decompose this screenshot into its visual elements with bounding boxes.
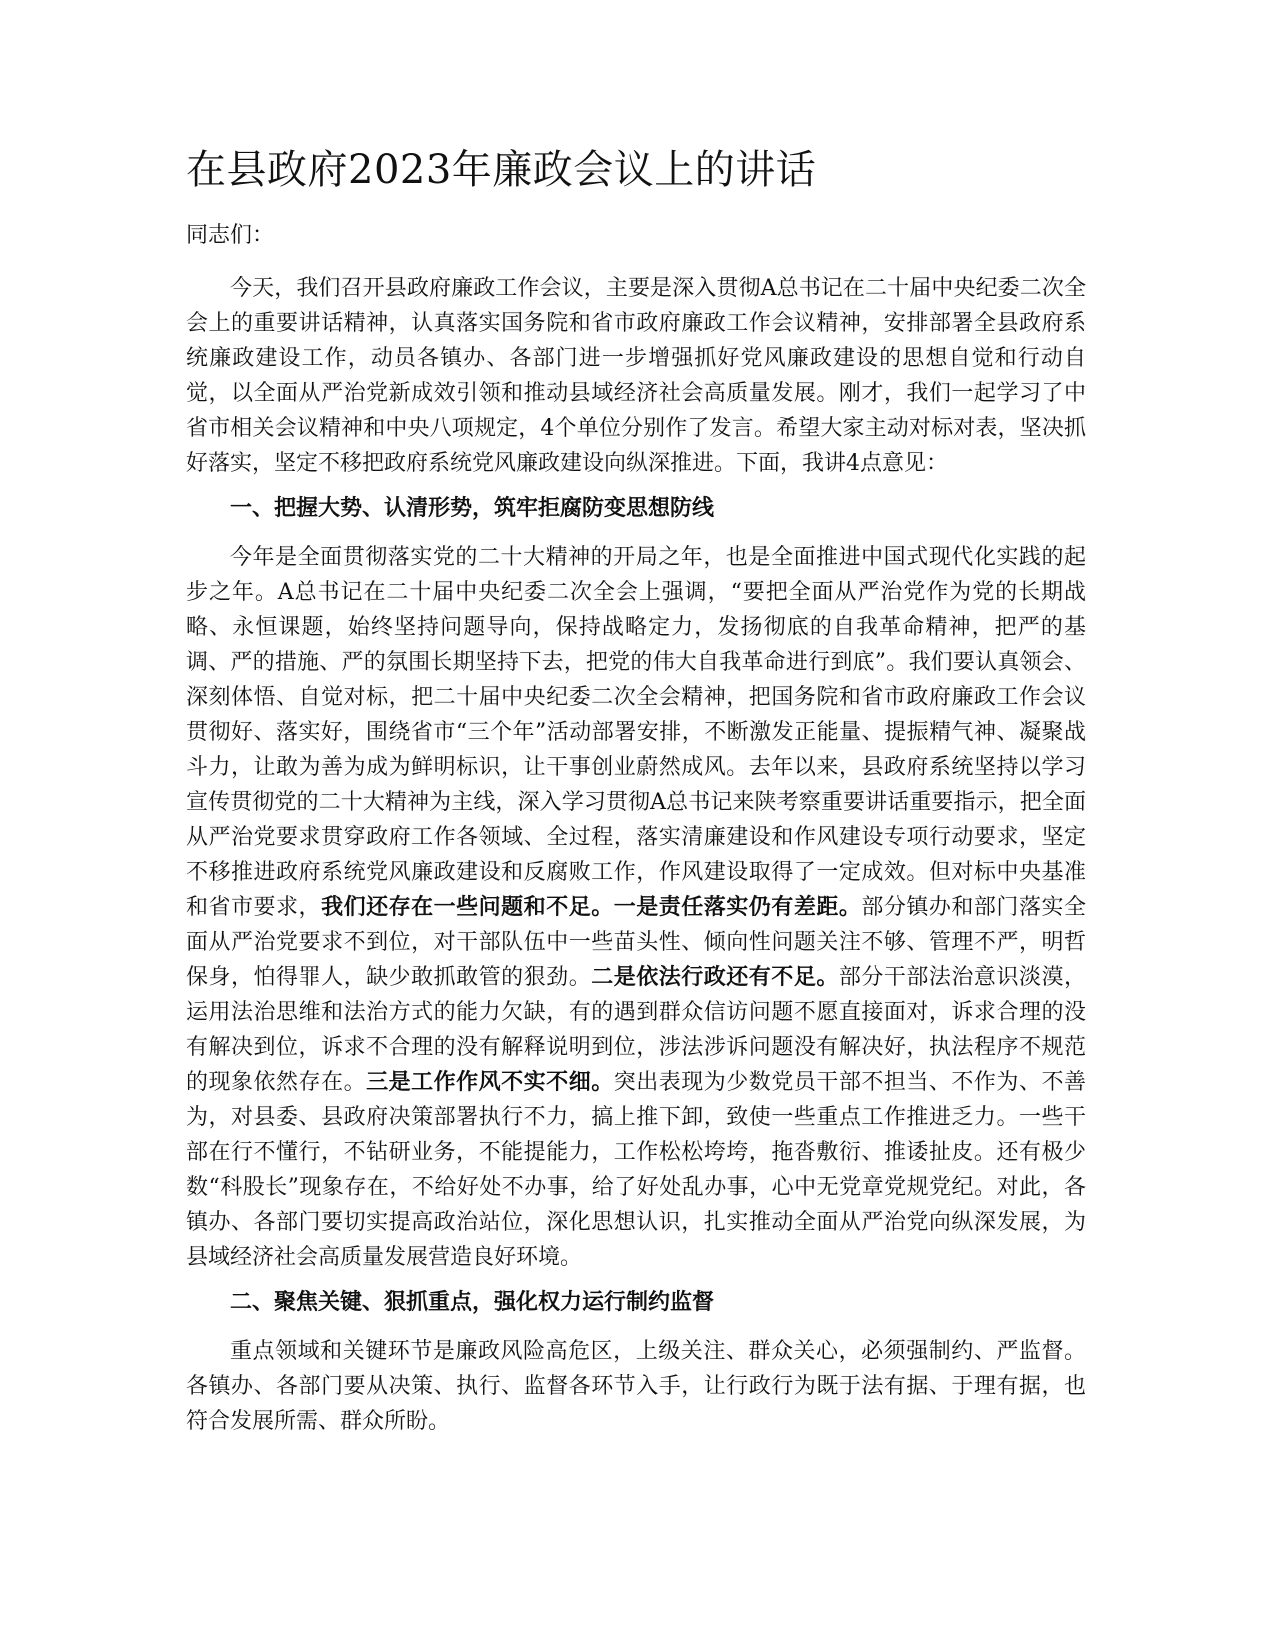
document-page [186,140,1086,1449]
section-1-bold-b: 二是依法行政还有不足。 [591,964,839,990]
section-1-text-d: 突出表现为少数党员干部不担当、不作为、不善为，对县委、县政府决策部署执行不力，搞上推下卸，致使一些重点工作推进乏力。一些干部在行不懂行，不钻研业务，不能提能力，工作松松垮垮，拖沓敷衍、推诿扯皮。还有极少数“科股长”现象存在，不给好处不办事，给了好处乱办事，心中无党章党规党纪。对此，各镇办、各部门要切实提高政治站位，深化思想认识，扎实推动全面从严治党向纵深发展，为县域经济社会高质量发展营造良好环境。 [186,1070,1086,1270]
section-1-bold-a: 我们还存在一些问题和不足。一是责任落实仍有差距。 [321,894,862,920]
salutation: 同志们： [186,223,275,248]
section-1-heading: 一、把握大势、认清形势，筑牢拒腐防变思想防线 [230,495,715,521]
section-1-text-b: 部分镇办和部门落实全面从严治党要求不到位，对干部队伍中一些苗头性、倾向性问题关注不够、管理不严，明哲保身，怕得罪人，缺少敢抓敢管的狠劲。 [186,895,1086,990]
section-1-text-c: 部分干部法治意识淡漠，运用法治思维和法治方式的能力欠缺，有的遇到群众信访问题不愿直接面对，诉求合理的没有解决到位，诉求不合理的没有解释说明到位，涉法涉诉问题没有解决好，执法程序不规范的现象依然存在。 [186,965,1086,1095]
section-1-bold-c: 三是工作作风不实不细。 [366,1069,614,1095]
section-2-heading: 二、聚焦关键、狠抓重点，强化权力运行制约监督 [230,1289,715,1315]
intro-paragraph: 今天，我们召开县政府廉政工作会议，主要是深入贯彻A总书记在二十届中央纪委二次全会上的重要讲话精神，认真落实国务院和省市政府廉政工作会议精神，安排部署全县政府系统廉政建设工作，动员各镇办、各部门进一步增强抓好党风廉政建设的思想自觉和行动自觉，以全面从严治党新成效引领和推动县域经济社会高质量发展。刚才，我们一起学习了中省市相关会议精神和中央八项规定，4个单位分别作了发言。希望大家主动对标对表，坚决抓好落实，坚定不移把政府系统党风廉政建设向纵深推进。下面，我讲4点意见： [186,276,1086,476]
section-1-text-a: 今年是全面贯彻落实党的二十大精神的开局之年，也是全面推进中国式现代化实践的起步之年。A总书记在二十届中央纪委二次全会上强调，“要把全面从严治党作为党的长期战略、永恒课题，始终坚持问题导向，保持战略定力，发扬彻底的自我革命精神，把严的基调、严的措施、严的氛围长期坚持下去，把党的伟大自我革命进行到底”。我们要认真领会、深刻体悟、自觉对标，把二十届中央纪委二次全会精神，把国务院和省市政府廉政工作会议贯彻好、落实好，围绕省市“三个年”活动部署安排，不断激发正能量、提振精气神、凝聚战斗力，让敢为善为成为鲜明标识，让干事创业蔚然成风。去年以来，县政府系统坚持以学习宣传贯彻党的二十大精神为主线，深入学习贯彻A总书记来陕考察重要讲话重要指示，把全面从严治党要求贯穿政府工作各领域、全过程，落实清廉建设和作风建设专项行动要求，坚定不移推进政府系统党风廉政建设和反腐败工作，作风建设取得了一定成效。但对标中央基准和省市要求， [186,545,1086,920]
section-2-paragraph: 重点领域和关键环节是廉政风险高危区，上级关注、群众关心，必须强制约、严监督。各镇办、各部门要从决策、执行、监督各环节入手，让行政行为既于法有据、于理有据，也符合发展所需、群众所盼。 [186,1339,1086,1434]
document-title: 在县政府2023年廉政会议上的讲话 [186,147,817,193]
section-1-paragraph [186,540,1086,1275]
